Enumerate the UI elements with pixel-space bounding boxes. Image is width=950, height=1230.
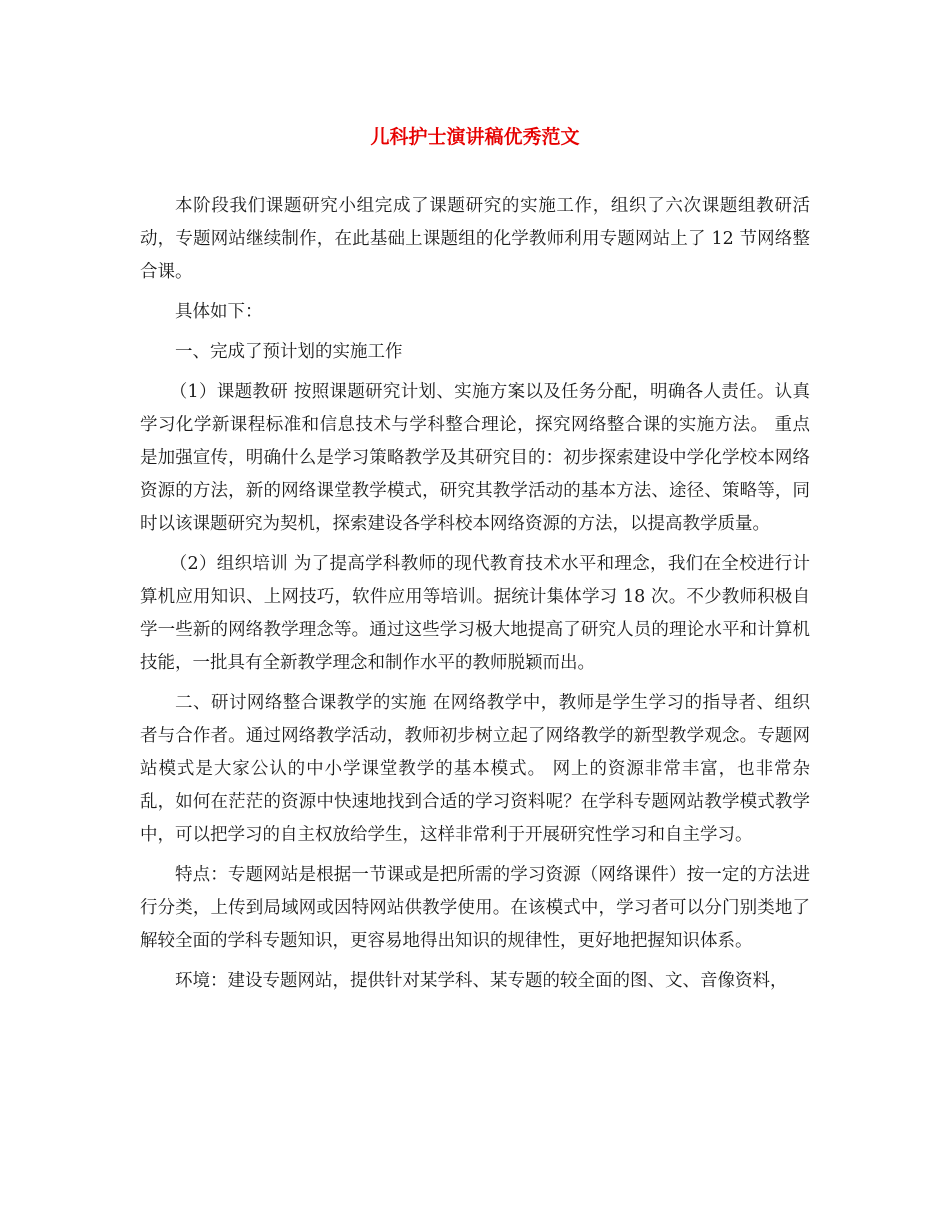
paragraph-training: （2）组织培训 为了提高学科教师的现代教育技术水平和理念，我们在全校进行计算机应用知识、上网技巧，软件应用等培训。据统计集体学习 18 次。不少教师积极自学一些新的网络教学理念等。通过这些学习极大地提高了研究人员的理论水平和计算机技能，一批具有全新教学理念和制作水平的教师脱颖而出。 bbox=[140, 554, 810, 673]
section-heading-1: 一、完成了预计划的实施工作 bbox=[175, 342, 403, 362]
section-heading-2-paragraph: 二、研讨网络整合课教学的实施 在网络教学中，教师是学生学习的指导者、组织者与合作者。通过网络教学活动，教师初步树立起了网络教学的新型教学观念。专题网站模式是大家公认的中小学课堂教学的基本模式。 网上的资源非常丰富，也非常杂乱，如何在茫茫的资源中快速地找到合适的学习资料呢？在学科专题网站教学模式教学中，可以把学习的自主权放给学生，这样非常利于开展研究性学习和自主学习。 bbox=[140, 693, 810, 845]
document-title: 儿科护士演讲稿优秀范文 bbox=[370, 126, 580, 148]
paragraph-research: （1）课题教研 按照课题研究计划、实施方案以及任务分配，明确各人责任。认真学习化学新课程标准和信息技术与学科整合理论，探究网络整合课的实施方法。 重点是加强宣传，明确什么是学习策略教学及其研究目的：初步探索建设中学化学校本网络资源的方法，新的网络课堂教学模式，研究其教学活动的基本方法、途径、策略等，同时以该课题研究为契机，探索建设各学科校本网络资源的方法，以提高教学质量。 bbox=[140, 382, 810, 534]
paragraph-intro: 本阶段我们课题研究小组完成了课题研究的实施工作，组织了六次课题组教研活动，专题网站继续制作，在此基础上课题组的化学教师利用专题网站上了 12 节网络整合课。 bbox=[140, 196, 810, 282]
paragraph-details-heading: 具体如下： bbox=[175, 302, 263, 322]
paragraph-features: 特点：专题网站是根据一节课或是把所需的学习资源（网络课件）按一定的方法进行分类，上传到局域网或因特网站供教学使用。在该模式中，学习者可以分门别类地了解较全面的学科专题知识，更容易地得出知识的规律性，更好地把握知识体系。 bbox=[140, 865, 810, 951]
paragraph-environment: 环境：建设专题网站，提供针对某学科、某专题的较全面的图、文、音像资料， bbox=[175, 971, 788, 991]
